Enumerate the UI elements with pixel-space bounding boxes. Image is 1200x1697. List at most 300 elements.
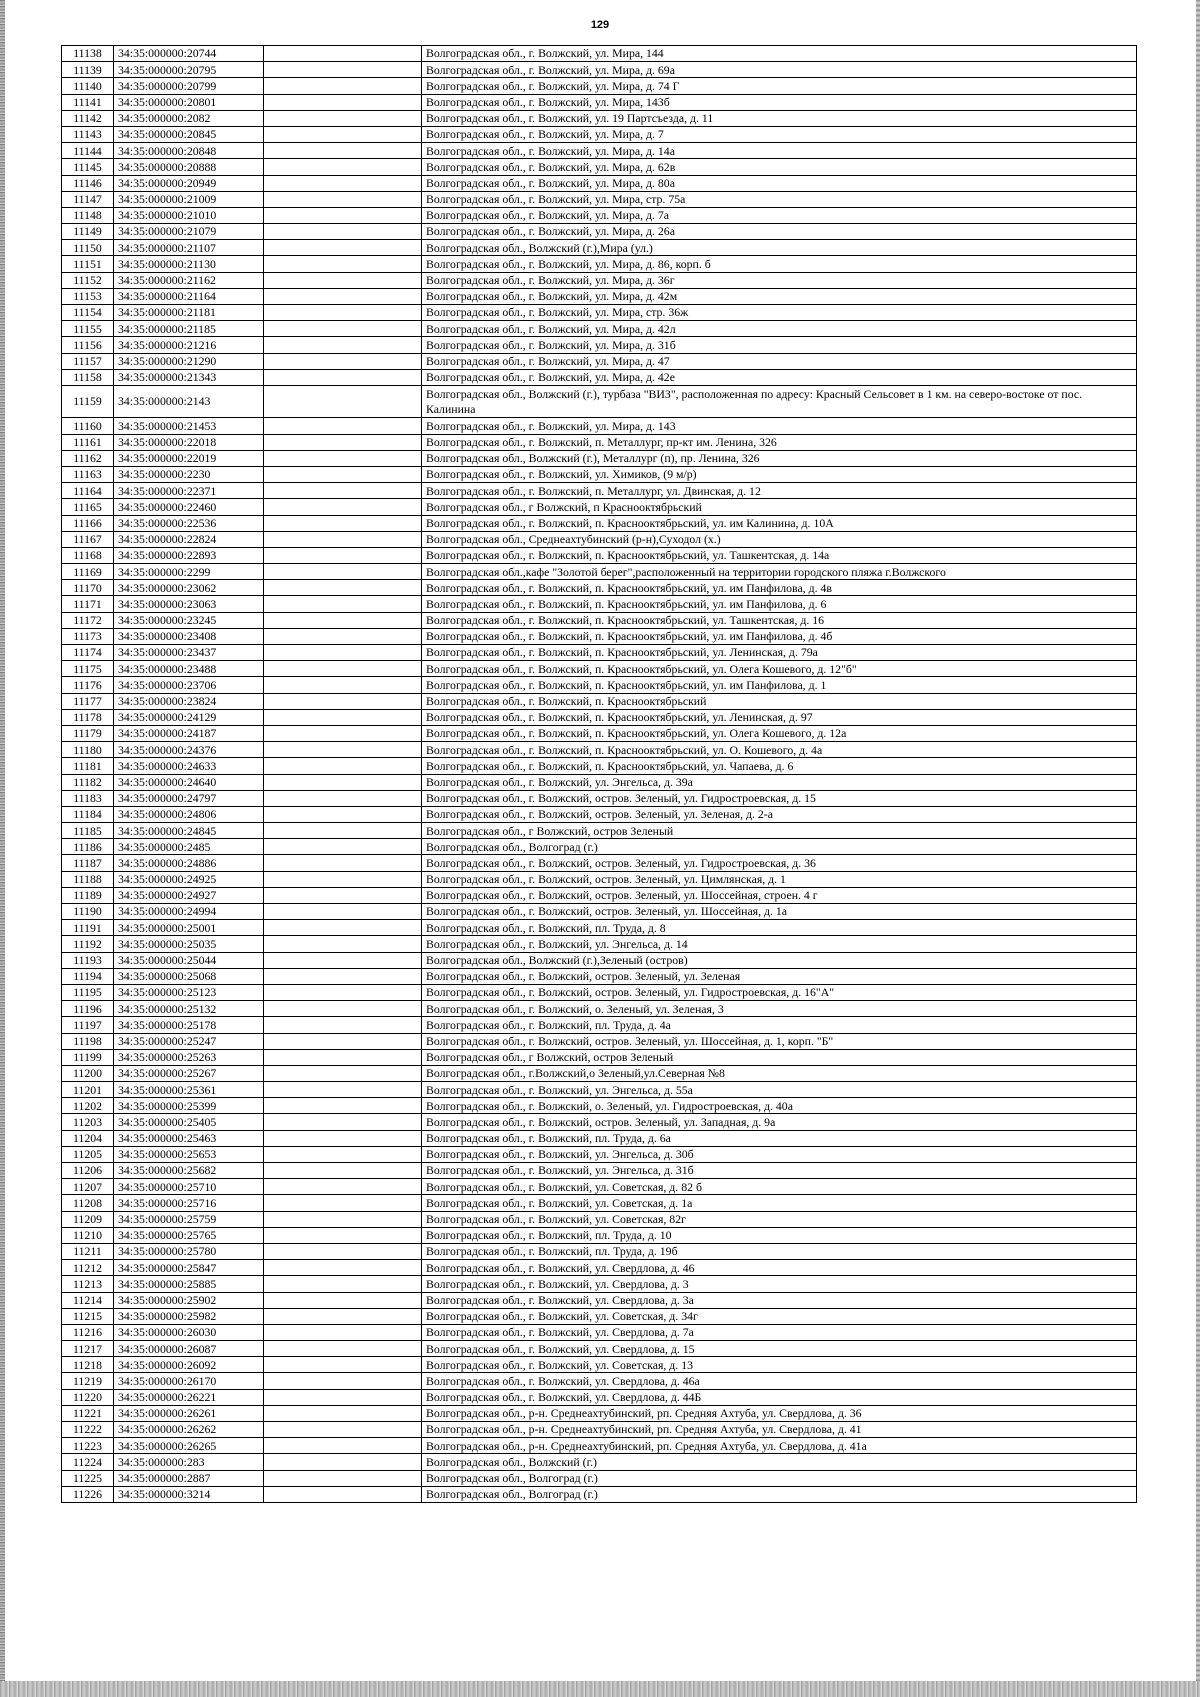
table-row bbox=[62, 871, 1137, 887]
address-cell: Волгоградская обл., г. Волжский, пл. Труда, д. 6а bbox=[422, 1130, 1137, 1146]
blank-cell bbox=[264, 1130, 422, 1146]
table-row bbox=[62, 1065, 1137, 1081]
address-cell: Волгоградская обл., г. Волжский, пл. Труда, д. 8 bbox=[422, 920, 1137, 936]
cadastral-number-cell: 34:35:000000:26092 bbox=[114, 1357, 264, 1373]
cadastral-number-cell: 34:35:000000:24925 bbox=[114, 871, 264, 887]
row-number-cell: 11171 bbox=[62, 596, 114, 612]
address-cell: Волгоградская обл., г. Волжский, ул. Свердлова, д. 3а bbox=[422, 1292, 1137, 1308]
cadastral-number-cell: 34:35:000000:24927 bbox=[114, 887, 264, 903]
row-number-cell: 11147 bbox=[62, 191, 114, 207]
table-row bbox=[62, 450, 1137, 466]
table-row bbox=[62, 126, 1137, 142]
table-row bbox=[62, 531, 1137, 547]
address-cell: Волгоградская обл., г. Волжский, п. Металлург, ул. Двинская, д. 12 bbox=[422, 483, 1137, 499]
cadastral-number-cell: 34:35:000000:20799 bbox=[114, 78, 264, 94]
blank-cell bbox=[264, 272, 422, 288]
address-cell: Волгоградская обл., г. Волжский, остров. Зеленый, ул. Шоссейная, д. 1а bbox=[422, 904, 1137, 920]
row-number-cell: 11211 bbox=[62, 1243, 114, 1259]
blank-cell bbox=[264, 369, 422, 385]
row-number-cell: 11146 bbox=[62, 175, 114, 191]
row-number-cell: 11184 bbox=[62, 806, 114, 822]
table-row bbox=[62, 1114, 1137, 1130]
cadastral-number-cell: 34:35:000000:25982 bbox=[114, 1308, 264, 1324]
address-cell: Волгоградская обл., г. Волжский, ул. Мира, д. 7 bbox=[422, 126, 1137, 142]
row-number-cell: 11206 bbox=[62, 1163, 114, 1179]
cadastral-number-cell: 34:35:000000:21009 bbox=[114, 191, 264, 207]
blank-cell bbox=[264, 1146, 422, 1162]
blank-cell bbox=[264, 612, 422, 628]
table-row bbox=[62, 1454, 1137, 1470]
blank-cell bbox=[264, 143, 422, 159]
address-cell: Волгоградская обл.,кафе "Золотой берег",расположенный на территории городского пляжа г.Волжского bbox=[422, 564, 1137, 580]
address-cell: Волгоградская обл., г. Волжский, остров. Зеленый, ул. Шоссейная, д. 1, корп. "Б" bbox=[422, 1033, 1137, 1049]
cadastral-number-cell: 34:35:000000:25780 bbox=[114, 1243, 264, 1259]
cadastral-number-cell: 34:35:000000:24187 bbox=[114, 725, 264, 741]
cadastral-number-cell: 34:35:000000:26030 bbox=[114, 1324, 264, 1340]
cadastral-number-cell: 34:35:000000:25035 bbox=[114, 936, 264, 952]
table-row bbox=[62, 580, 1137, 596]
cadastral-number-cell: 34:35:000000:21453 bbox=[114, 418, 264, 434]
cadastral-number-cell: 34:35:000000:25710 bbox=[114, 1179, 264, 1195]
row-number-cell: 11188 bbox=[62, 871, 114, 887]
row-number-cell: 11207 bbox=[62, 1179, 114, 1195]
blank-cell bbox=[264, 1065, 422, 1081]
blank-cell bbox=[264, 904, 422, 920]
address-cell: Волгоградская обл., Волжский (г.), турбаза "ВИЗ", расположенная по адресу: Красный Сельсовет в 1 км. на северо-востоке от пос. Калинина bbox=[422, 385, 1137, 417]
row-number-cell: 11204 bbox=[62, 1130, 114, 1146]
blank-cell bbox=[264, 1341, 422, 1357]
cadastral-number-cell: 34:35:000000:25765 bbox=[114, 1227, 264, 1243]
address-cell: Волгоградская обл., г. Волжский, ул. Мира, д. 42л bbox=[422, 321, 1137, 337]
row-number-cell: 11195 bbox=[62, 984, 114, 1000]
cadastral-number-cell: 34:35:000000:21107 bbox=[114, 240, 264, 256]
table-row bbox=[62, 256, 1137, 272]
table-row bbox=[62, 1163, 1137, 1179]
table-row bbox=[62, 240, 1137, 256]
blank-cell bbox=[264, 774, 422, 790]
scan-edge-left bbox=[0, 0, 5, 1697]
table-row bbox=[62, 1405, 1137, 1421]
row-number-cell: 11194 bbox=[62, 968, 114, 984]
address-cell: Волгоградская обл., г. Волжский, остров. Зеленый, ул. Гидростроевская, д. 15 bbox=[422, 790, 1137, 806]
row-number-cell: 11216 bbox=[62, 1324, 114, 1340]
address-cell: Волгоградская обл., г. Волжский, ул. Мира, д. 14а bbox=[422, 143, 1137, 159]
cadastral-number-cell: 34:35:000000:24376 bbox=[114, 742, 264, 758]
row-number-cell: 11141 bbox=[62, 94, 114, 110]
cadastral-number-cell: 34:35:000000:20744 bbox=[114, 46, 264, 62]
address-cell: Волгоградская обл., г. Волжский, п. Краснооктябрьский bbox=[422, 693, 1137, 709]
address-cell: Волгоградская обл., г. Волжский, п. Краснооктябрьский, ул. им Панфилова, д. 4б bbox=[422, 628, 1137, 644]
cadastral-number-cell: 34:35:000000:22824 bbox=[114, 531, 264, 547]
address-cell: Волгоградская обл., Волжский (г.),Зеленый (остров) bbox=[422, 952, 1137, 968]
address-cell: Волгоградская обл., г. Волжский, ул. Химиков, (9 м/р) bbox=[422, 466, 1137, 482]
row-number-cell: 11162 bbox=[62, 450, 114, 466]
address-cell: Волгоградская обл., г. Волжский, пл. Труда, д. 10 bbox=[422, 1227, 1137, 1243]
cadastral-number-cell: 34:35:000000:23062 bbox=[114, 580, 264, 596]
blank-cell bbox=[264, 839, 422, 855]
table-row bbox=[62, 742, 1137, 758]
cadastral-number-cell: 34:35:000000:2143 bbox=[114, 385, 264, 417]
cadastral-number-cell: 34:35:000000:26087 bbox=[114, 1341, 264, 1357]
address-cell: Волгоградская обл., г. Волжский, ул. Свердлова, д. 7а bbox=[422, 1324, 1137, 1340]
table-row bbox=[62, 1276, 1137, 1292]
blank-cell bbox=[264, 709, 422, 725]
address-cell: Волгоградская обл., г. Волжский, ул. Мира, д. 86, корп. б bbox=[422, 256, 1137, 272]
table-row bbox=[62, 1324, 1137, 1340]
row-number-cell: 11165 bbox=[62, 499, 114, 515]
blank-cell bbox=[264, 1098, 422, 1114]
table-row bbox=[62, 709, 1137, 725]
table-row bbox=[62, 904, 1137, 920]
cadastral-number-cell: 34:35:000000:24806 bbox=[114, 806, 264, 822]
cadastral-number-cell: 34:35:000000:21290 bbox=[114, 353, 264, 369]
address-cell: Волгоградская обл., г. Волжский, ул. Мира, стр. 36ж bbox=[422, 305, 1137, 321]
table-row bbox=[62, 693, 1137, 709]
row-number-cell: 11172 bbox=[62, 612, 114, 628]
blank-cell bbox=[264, 256, 422, 272]
address-cell: Волгоградская обл., р-н. Среднеахтубинский, рп. Средняя Ахтуба, ул. Свердлова, д. 41а bbox=[422, 1438, 1137, 1454]
table-row bbox=[62, 466, 1137, 482]
address-cell: Волгоградская обл., г. Волжский, ул. Мира, д. 47 bbox=[422, 353, 1137, 369]
row-number-cell: 11169 bbox=[62, 564, 114, 580]
row-number-cell: 11222 bbox=[62, 1422, 114, 1438]
blank-cell bbox=[264, 580, 422, 596]
row-number-cell: 11155 bbox=[62, 321, 114, 337]
blank-cell bbox=[264, 677, 422, 693]
cadastral-number-cell: 34:35:000000:26265 bbox=[114, 1438, 264, 1454]
cadastral-number-cell: 34:35:000000:25123 bbox=[114, 984, 264, 1000]
cadastral-number-cell: 34:35:000000:25405 bbox=[114, 1114, 264, 1130]
row-number-cell: 11144 bbox=[62, 143, 114, 159]
table-row bbox=[62, 725, 1137, 741]
blank-cell bbox=[264, 94, 422, 110]
blank-cell bbox=[264, 823, 422, 839]
cadastral-number-cell: 34:35:000000:26170 bbox=[114, 1373, 264, 1389]
blank-cell bbox=[264, 62, 422, 78]
cadastral-number-cell: 34:35:000000:25885 bbox=[114, 1276, 264, 1292]
cadastral-number-cell: 34:35:000000:22371 bbox=[114, 483, 264, 499]
cadastral-number-cell: 34:35:000000:24886 bbox=[114, 855, 264, 871]
table-row bbox=[62, 1438, 1137, 1454]
table-row bbox=[62, 305, 1137, 321]
blank-cell bbox=[264, 483, 422, 499]
cadastral-number-cell: 34:35:000000:24845 bbox=[114, 823, 264, 839]
row-number-cell: 11145 bbox=[62, 159, 114, 175]
blank-cell bbox=[264, 1211, 422, 1227]
cadastral-number-cell: 34:35:000000:25463 bbox=[114, 1130, 264, 1146]
address-cell: Волгоградская обл., г. Волжский, п. Металлург, пр-кт им. Ленина, 326 bbox=[422, 434, 1137, 450]
cadastral-number-cell: 34:35:000000:25068 bbox=[114, 968, 264, 984]
table-row bbox=[62, 1389, 1137, 1405]
cadastral-number-cell: 34:35:000000:25653 bbox=[114, 1146, 264, 1162]
address-cell: Волгоградская обл., г. Волжский, п. Краснооктябрьский, ул. Олега Кошевого, д. 12а bbox=[422, 725, 1137, 741]
blank-cell bbox=[264, 742, 422, 758]
blank-cell bbox=[264, 628, 422, 644]
blank-cell bbox=[264, 1324, 422, 1340]
table-row bbox=[62, 1260, 1137, 1276]
address-cell: Волгоградская обл., г. Волжский, п. Краснооктябрьский, ул. им Панфилова, д. 1 bbox=[422, 677, 1137, 693]
table-row bbox=[62, 1179, 1137, 1195]
scan-edge-bottom bbox=[0, 1681, 1200, 1697]
row-number-cell: 11223 bbox=[62, 1438, 114, 1454]
cadastral-number-cell: 34:35:000000:25399 bbox=[114, 1098, 264, 1114]
address-cell: Волгоградская обл., г. Волжский, ул. Мира, 143б bbox=[422, 94, 1137, 110]
address-cell: Волгоградская обл., г Волжский, остров Зеленый bbox=[422, 1049, 1137, 1065]
cadastral-number-cell: 34:35:000000:21185 bbox=[114, 321, 264, 337]
blank-cell bbox=[264, 418, 422, 434]
blank-cell bbox=[264, 1308, 422, 1324]
address-cell: Волгоградская обл., г. Волжский, о. Зеленый, ул. Зеленая, 3 bbox=[422, 1001, 1137, 1017]
table-row bbox=[62, 385, 1137, 417]
cadastral-number-cell: 34:35:000000:25044 bbox=[114, 952, 264, 968]
address-cell: Волгоградская обл., г. Волжский, остров. Зеленый, ул. Зеленая bbox=[422, 968, 1137, 984]
cadastral-number-cell: 34:35:000000:21216 bbox=[114, 337, 264, 353]
row-number-cell: 11175 bbox=[62, 661, 114, 677]
cadastral-number-cell: 34:35:000000:22893 bbox=[114, 547, 264, 563]
address-cell: Волгоградская обл., Волгоград (г.) bbox=[422, 1470, 1137, 1486]
row-number-cell: 11178 bbox=[62, 709, 114, 725]
blank-cell bbox=[264, 1438, 422, 1454]
address-cell: Волгоградская обл., г. Волжский, ул. Свердлова, д. 3 bbox=[422, 1276, 1137, 1292]
address-cell: Волгоградская обл., г. Волжский, ул. Мира, д. 80а bbox=[422, 175, 1137, 191]
cadastral-number-cell: 34:35:000000:20848 bbox=[114, 143, 264, 159]
row-number-cell: 11143 bbox=[62, 126, 114, 142]
row-number-cell: 11164 bbox=[62, 483, 114, 499]
blank-cell bbox=[264, 385, 422, 417]
row-number-cell: 11192 bbox=[62, 936, 114, 952]
table-row bbox=[62, 887, 1137, 903]
cadastral-number-cell: 34:35:000000:24797 bbox=[114, 790, 264, 806]
address-cell: Волгоградская обл., г. Волжский, ул. Энгельса, д. 39а bbox=[422, 774, 1137, 790]
address-cell: Волгоградская обл., г.Волжский,о Зеленый,ул.Северная №8 bbox=[422, 1065, 1137, 1081]
table-row bbox=[62, 661, 1137, 677]
blank-cell bbox=[264, 1405, 422, 1421]
cadastral-number-cell: 34:35:000000:25267 bbox=[114, 1065, 264, 1081]
cadastral-number-cell: 34:35:000000:22019 bbox=[114, 450, 264, 466]
table-row bbox=[62, 321, 1137, 337]
address-cell: Волгоградская обл., г. Волжский, п. Краснооктябрьский, ул. им Панфилова, д. 6 bbox=[422, 596, 1137, 612]
address-cell: Волгоградская обл., г. Волжский, ул. 19 Партсъезда, д. 11 bbox=[422, 110, 1137, 126]
blank-cell bbox=[264, 758, 422, 774]
row-number-cell: 11182 bbox=[62, 774, 114, 790]
table-row bbox=[62, 46, 1137, 62]
table-row bbox=[62, 920, 1137, 936]
cadastral-number-cell: 34:35:000000:20801 bbox=[114, 94, 264, 110]
blank-cell bbox=[264, 175, 422, 191]
row-number-cell: 11160 bbox=[62, 418, 114, 434]
cadastral-number-cell: 34:35:000000:21343 bbox=[114, 369, 264, 385]
address-cell: Волгоградская обл., г. Волжский, п. Краснооктябрьский, ул. О. Кошевого, д. 4а bbox=[422, 742, 1137, 758]
row-number-cell: 11173 bbox=[62, 628, 114, 644]
address-cell: Волгоградская обл., Среднеахтубинский (р-н),Суходол (х.) bbox=[422, 531, 1137, 547]
registry-table bbox=[61, 45, 1137, 1503]
blank-cell bbox=[264, 515, 422, 531]
row-number-cell: 11209 bbox=[62, 1211, 114, 1227]
table-row bbox=[62, 143, 1137, 159]
address-cell: Волгоградская обл., г. Волжский, остров. Зеленый, ул. Зеленая, д. 2-а bbox=[422, 806, 1137, 822]
address-cell: Волгоградская обл., г. Волжский, о. Зеленый, ул. Гидростроевская, д. 40а bbox=[422, 1098, 1137, 1114]
table-row bbox=[62, 1211, 1137, 1227]
address-cell: Волгоградская обл., г. Волжский, ул. Мира, стр. 75а bbox=[422, 191, 1137, 207]
table-row bbox=[62, 337, 1137, 353]
cadastral-number-cell: 34:35:000000:23063 bbox=[114, 596, 264, 612]
table-row bbox=[62, 1082, 1137, 1098]
row-number-cell: 11218 bbox=[62, 1357, 114, 1373]
row-number-cell: 11187 bbox=[62, 855, 114, 871]
blank-cell bbox=[264, 1227, 422, 1243]
cadastral-number-cell: 34:35:000000:3214 bbox=[114, 1486, 264, 1502]
row-number-cell: 11198 bbox=[62, 1033, 114, 1049]
row-number-cell: 11148 bbox=[62, 207, 114, 223]
address-cell: Волгоградская обл., г. Волжский, п. Краснооктябрьский, ул. им Панфилова, д. 4в bbox=[422, 580, 1137, 596]
row-number-cell: 11225 bbox=[62, 1470, 114, 1486]
blank-cell bbox=[264, 450, 422, 466]
table-row bbox=[62, 1130, 1137, 1146]
address-cell: Волгоградская обл., г. Волжский, остров. Зеленый, ул. Гидростроевская, д. 16"А" bbox=[422, 984, 1137, 1000]
table-row bbox=[62, 515, 1137, 531]
blank-cell bbox=[264, 920, 422, 936]
table-row bbox=[62, 1049, 1137, 1065]
row-number-cell: 11196 bbox=[62, 1001, 114, 1017]
address-cell: Волгоградская обл., г. Волжский, ул. Мира, д. 36г bbox=[422, 272, 1137, 288]
blank-cell bbox=[264, 1422, 422, 1438]
blank-cell bbox=[264, 693, 422, 709]
blank-cell bbox=[264, 191, 422, 207]
row-number-cell: 11197 bbox=[62, 1017, 114, 1033]
cadastral-number-cell: 34:35:000000:22536 bbox=[114, 515, 264, 531]
address-cell: Волгоградская обл., г. Волжский, п. Краснооктябрьский, ул. Ташкентская, д. 16 bbox=[422, 612, 1137, 628]
blank-cell bbox=[264, 1082, 422, 1098]
blank-cell bbox=[264, 887, 422, 903]
blank-cell bbox=[264, 46, 422, 62]
table-row bbox=[62, 564, 1137, 580]
blank-cell bbox=[264, 159, 422, 175]
blank-cell bbox=[264, 224, 422, 240]
row-number-cell: 11210 bbox=[62, 1227, 114, 1243]
row-number-cell: 11161 bbox=[62, 434, 114, 450]
blank-cell bbox=[264, 240, 422, 256]
table-row bbox=[62, 1001, 1137, 1017]
cadastral-number-cell: 34:35:000000:2299 bbox=[114, 564, 264, 580]
row-number-cell: 11152 bbox=[62, 272, 114, 288]
address-cell: Волгоградская обл., г. Волжский, остров. Зеленый, ул. Цимлянская, д. 1 bbox=[422, 871, 1137, 887]
row-number-cell: 11190 bbox=[62, 904, 114, 920]
row-number-cell: 11212 bbox=[62, 1260, 114, 1276]
table-row bbox=[62, 839, 1137, 855]
cadastral-number-cell: 34:35:000000:21130 bbox=[114, 256, 264, 272]
cadastral-number-cell: 34:35:000000:21079 bbox=[114, 224, 264, 240]
address-cell: Волгоградская обл., Волгоград (г.) bbox=[422, 839, 1137, 855]
table-row bbox=[62, 62, 1137, 78]
row-number-cell: 11202 bbox=[62, 1098, 114, 1114]
cadastral-number-cell: 34:35:000000:283 bbox=[114, 1454, 264, 1470]
cadastral-number-cell: 34:35:000000:25132 bbox=[114, 1001, 264, 1017]
cadastral-number-cell: 34:35:000000:23488 bbox=[114, 661, 264, 677]
row-number-cell: 11213 bbox=[62, 1276, 114, 1292]
address-cell: Волгоградская обл., г. Волжский, ул. Мира, д. 62в bbox=[422, 159, 1137, 175]
table-row bbox=[62, 628, 1137, 644]
cadastral-number-cell: 34:35:000000:26221 bbox=[114, 1389, 264, 1405]
address-cell: Волгоградская обл., г. Волжский, ул. Советская, д. 82 б bbox=[422, 1179, 1137, 1195]
table-row bbox=[62, 1341, 1137, 1357]
blank-cell bbox=[264, 466, 422, 482]
blank-cell bbox=[264, 499, 422, 515]
table-row bbox=[62, 224, 1137, 240]
blank-cell bbox=[264, 78, 422, 94]
table-row bbox=[62, 1422, 1137, 1438]
blank-cell bbox=[264, 596, 422, 612]
row-number-cell: 11138 bbox=[62, 46, 114, 62]
address-cell: Волгоградская обл., г. Волжский, ул. Советская, д. 13 bbox=[422, 1357, 1137, 1373]
table-row bbox=[62, 823, 1137, 839]
address-cell: Волгоградская обл., г. Волжский, ул. Мира, д. 74 Г bbox=[422, 78, 1137, 94]
table-row bbox=[62, 353, 1137, 369]
address-cell: Волгоградская обл., г. Волжский, пл. Труда, д. 19б bbox=[422, 1243, 1137, 1259]
blank-cell bbox=[264, 1033, 422, 1049]
table-row bbox=[62, 272, 1137, 288]
page-number: 129 bbox=[590, 19, 610, 31]
cadastral-number-cell: 34:35:000000:24129 bbox=[114, 709, 264, 725]
address-cell: Волгоградская обл., г. Волжский, ул. Энгельса, д. 14 bbox=[422, 936, 1137, 952]
address-cell: Волгоградская обл., г. Волжский, ул. Мира, д. 42м bbox=[422, 288, 1137, 304]
blank-cell bbox=[264, 288, 422, 304]
table-row bbox=[62, 984, 1137, 1000]
row-number-cell: 11217 bbox=[62, 1341, 114, 1357]
blank-cell bbox=[264, 126, 422, 142]
blank-cell bbox=[264, 1001, 422, 1017]
row-number-cell: 11180 bbox=[62, 742, 114, 758]
table-row bbox=[62, 175, 1137, 191]
table-row bbox=[62, 1308, 1137, 1324]
blank-cell bbox=[264, 547, 422, 563]
address-cell: Волгоградская обл., г. Волжский, ул. Энгельса, д. 30б bbox=[422, 1146, 1137, 1162]
row-number-cell: 11186 bbox=[62, 839, 114, 855]
address-cell: Волгоградская обл., г. Волжский, остров. Зеленый, ул. Западная, д. 9а bbox=[422, 1114, 1137, 1130]
blank-cell bbox=[264, 855, 422, 871]
table-row bbox=[62, 790, 1137, 806]
row-number-cell: 11183 bbox=[62, 790, 114, 806]
blank-cell bbox=[264, 564, 422, 580]
cadastral-number-cell: 34:35:000000:20949 bbox=[114, 175, 264, 191]
address-cell: Волгоградская обл., г. Волжский, ул. Мира, д. 31б bbox=[422, 337, 1137, 353]
cadastral-number-cell: 34:35:000000:24633 bbox=[114, 758, 264, 774]
blank-cell bbox=[264, 936, 422, 952]
row-number-cell: 11208 bbox=[62, 1195, 114, 1211]
table-row bbox=[62, 936, 1137, 952]
address-cell: Волгоградская обл., г. Волжский, ул. Советская, д. 1а bbox=[422, 1195, 1137, 1211]
table-row bbox=[62, 596, 1137, 612]
cadastral-number-cell: 34:35:000000:21181 bbox=[114, 305, 264, 321]
cadastral-number-cell: 34:35:000000:20795 bbox=[114, 62, 264, 78]
blank-cell bbox=[264, 1389, 422, 1405]
blank-cell bbox=[264, 1373, 422, 1389]
address-cell: Волгоградская обл., Волжский (г.),Мира (ул.) bbox=[422, 240, 1137, 256]
row-number-cell: 11179 bbox=[62, 725, 114, 741]
table-row bbox=[62, 1373, 1137, 1389]
table-row bbox=[62, 677, 1137, 693]
row-number-cell: 11226 bbox=[62, 1486, 114, 1502]
blank-cell bbox=[264, 790, 422, 806]
cadastral-number-cell: 34:35:000000:20888 bbox=[114, 159, 264, 175]
cadastral-number-cell: 34:35:000000:2082 bbox=[114, 110, 264, 126]
blank-cell bbox=[264, 725, 422, 741]
table-row bbox=[62, 434, 1137, 450]
address-cell: Волгоградская обл., г. Волжский, ул. Энгельса, д. 55а bbox=[422, 1082, 1137, 1098]
table-row bbox=[62, 499, 1137, 515]
blank-cell bbox=[264, 1454, 422, 1470]
address-cell: Волгоградская обл., г Волжский, п Краснооктябрьский bbox=[422, 499, 1137, 515]
row-number-cell: 11174 bbox=[62, 645, 114, 661]
